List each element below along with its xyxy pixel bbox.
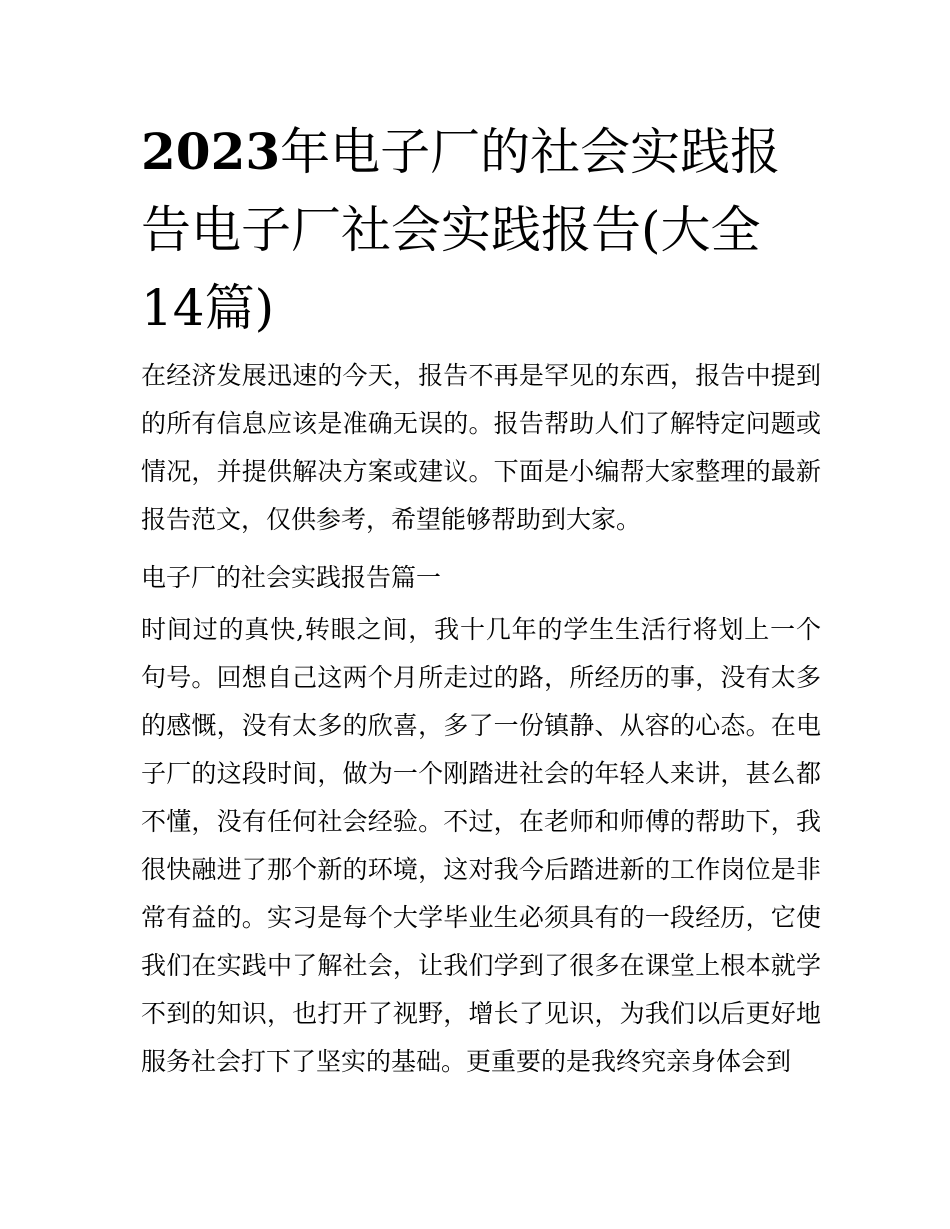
document-title-text: 年电子厂的社会实践报告电子厂社会实践报告(大全14篇) <box>141 123 781 337</box>
intro-paragraph: 在经济发展迅速的今天，报告不再是罕见的东西，报告中提到的所有信息应该是准确无误的。报告帮助人们了解特定问题或情况，并提供解决方案或建议。下面是小编帮大家整理的最新报告范文，仅供参考，希望能够帮助到大家。 <box>141 361 821 534</box>
section-heading: 电子厂的社会实践报告篇一 <box>141 563 442 592</box>
section-paragraph: 时间过的真快,转眼之间，我十几年的学生生活行将划上一个句号。回想自己这两个月所走过的路，所经历的事，没有太多的感慨，没有太多的欣喜，多了一份镇静、从容的心态。在电子厂的这段时间，做为一个刚踏进社会的年轻人来讲，甚么都不懂，没有任何社会经验。不过，在老师和师傅的帮助下，我很快融进了那个新的环境，这对我今后踏进新的工作岗位是非常有益的。实习是每个大学毕业生必须具有的一段经历，它使我们在实践中了解社会，让我们学到了很多在课堂上根本就学不到的知识，也打开了视野，增长了见识，为我们以后更好地服务社会打下了坚实的基础。更重要的是我终究亲身体会到 <box>141 615 821 1076</box>
document-title <box>141 113 821 347</box>
document-title-year: 2023 <box>141 122 281 181</box>
